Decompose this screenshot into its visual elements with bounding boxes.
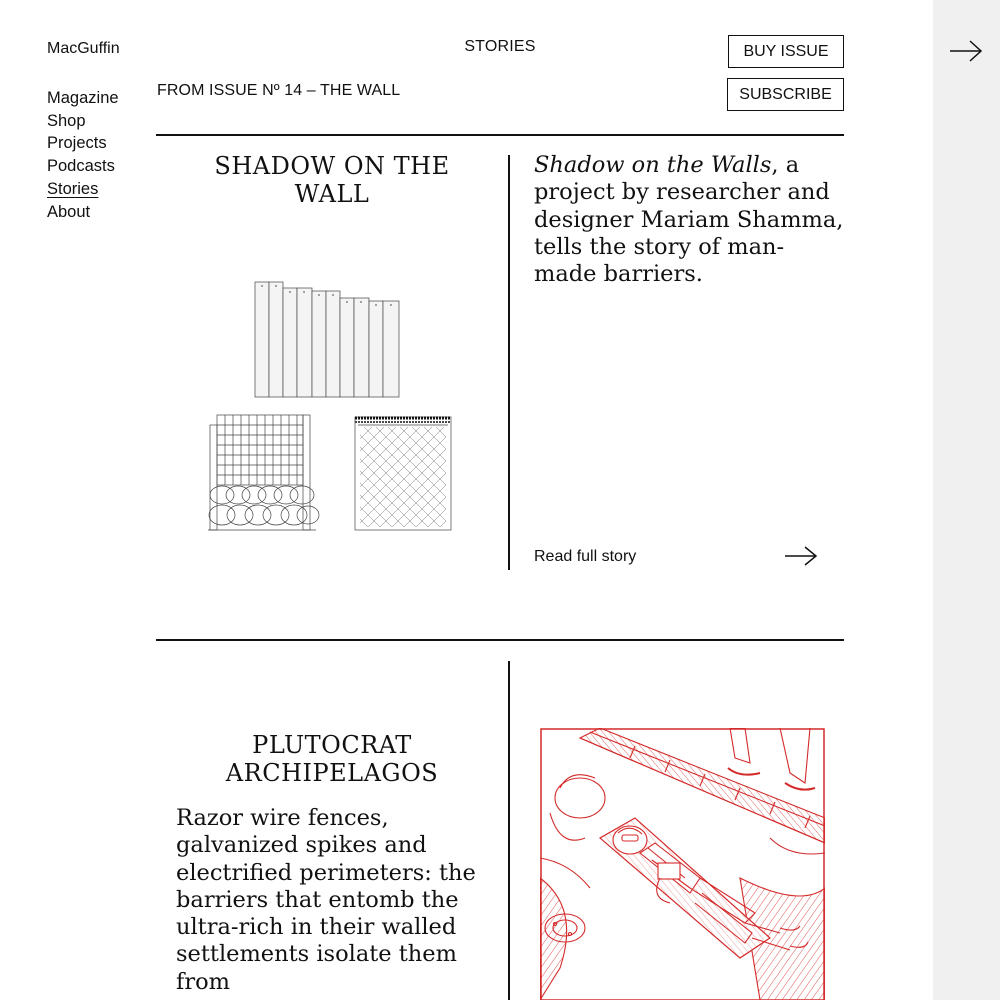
column-divider	[508, 155, 510, 570]
side-panel	[933, 0, 1000, 1000]
story-excerpt: Razor wire fences, galvanized spikes and electrified perimeters: the barriers that entomb the ultra-rich in their walled settlements isolate them from	[176, 805, 476, 995]
story-lead	[534, 152, 844, 288]
arrow-right-icon[interactable]	[784, 544, 818, 568]
issue-label: FROM ISSUE Nº 14 – THE WALL	[157, 82, 401, 99]
page-title: STORIES	[464, 38, 536, 55]
subscribe-button[interactable]: SUBSCRIBE	[727, 78, 844, 111]
wall-barriers-illustration	[200, 275, 460, 537]
story-lead-title: Shadow on the Walls	[534, 152, 772, 178]
nav-item-projects[interactable]: Projects	[47, 134, 107, 153]
main-nav	[47, 87, 119, 223]
nav-item-about[interactable]: About	[47, 202, 91, 221]
nav-item-podcasts[interactable]: Podcasts	[47, 157, 115, 176]
column-divider	[508, 661, 510, 1000]
story-lead-text: , a project by researcher and designer Mariam Shamma, tells the story of man-made barriers.	[534, 152, 844, 288]
sunbather-illustration	[540, 728, 825, 1000]
nav-item-magazine[interactable]: Magazine	[47, 89, 119, 107]
story-title[interactable]: SHADOW ON THE WALL	[214, 152, 450, 208]
read-full-story-link[interactable]: Read full story	[534, 548, 637, 565]
nav-item-shop[interactable]: Shop	[47, 111, 86, 130]
site-logo[interactable]: MacGuffin	[47, 40, 120, 57]
story-title[interactable]: PLUTOCRAT ARCHIPELAGOS	[225, 731, 439, 787]
divider	[156, 639, 844, 641]
nav-item-stories[interactable]: Stories	[47, 179, 99, 198]
buy-issue-button[interactable]: BUY ISSUE	[728, 35, 844, 68]
arrow-right-icon[interactable]	[949, 38, 983, 64]
divider	[156, 134, 844, 136]
